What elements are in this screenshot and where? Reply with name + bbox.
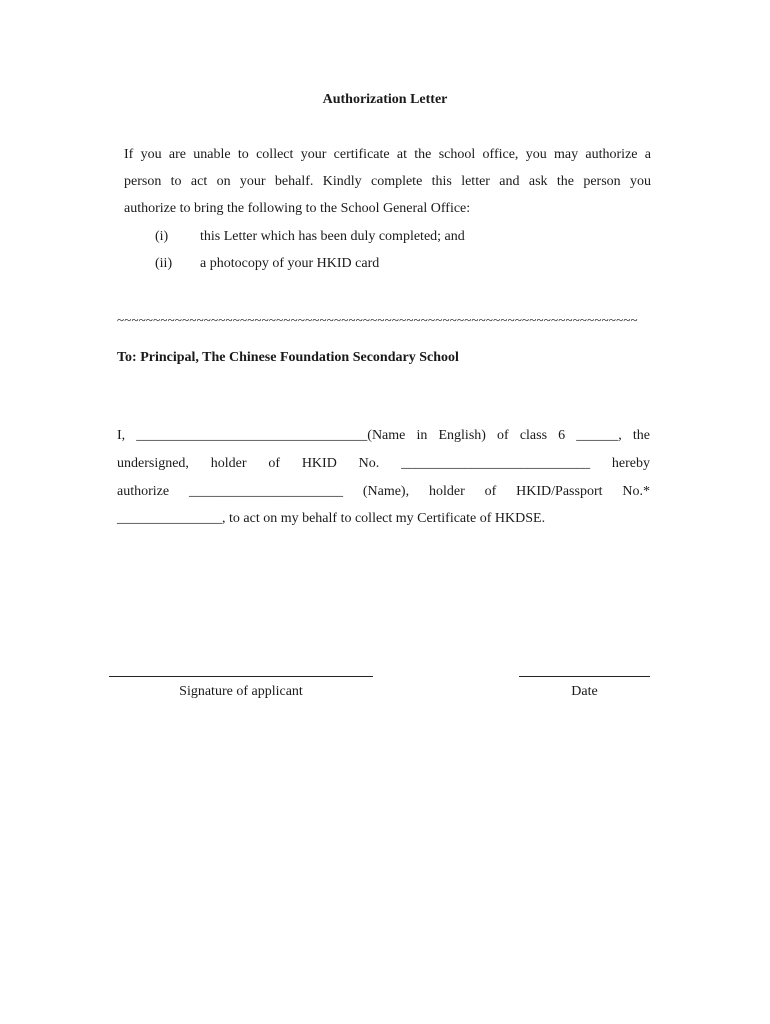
signature-line bbox=[109, 676, 373, 677]
letter-title: Authorization Letter bbox=[322, 92, 448, 107]
list-item-text: this Letter which has been duly completed; and bbox=[200, 229, 465, 244]
tilde-divider: ~~~~~~~~~~~~~~~~~~~~~~~~~~~~~~~~~~~~~~~~~~~~~~~~~~~~~~~~~~~~~~~~~~~~~~~~ bbox=[117, 312, 638, 327]
instructions-line-2: person to act on your behalf. Kindly complete this letter and ask the person you bbox=[124, 174, 651, 189]
instructions-line-3: authorize to bring the following to the School General Office: bbox=[124, 201, 471, 216]
date-label: Date bbox=[571, 684, 598, 699]
addressee-heading: To: Principal, The Chinese Foundation Secondary School bbox=[117, 350, 459, 365]
instructions-line-1: If you are unable to collect your certificate at the school office, you may authorize a bbox=[124, 147, 651, 162]
authorization-line-4: _______________, to act on my behalf to collect my Certificate of HKDSE. bbox=[117, 511, 546, 526]
list-item-marker: (ii) bbox=[155, 256, 173, 271]
signature-label: Signature of applicant bbox=[179, 684, 303, 699]
authorization-line-2: undersigned, holder of HKID No. ___________________________ hereby bbox=[117, 456, 650, 471]
date-line bbox=[519, 676, 650, 677]
authorization-line-1: I, _________________________________(Name in English) of class 6 ______, the bbox=[117, 428, 650, 443]
list-item-text: a photocopy of your HKID card bbox=[200, 256, 380, 271]
authorization-line-3: authorize ______________________ (Name), holder of HKID/Passport No.* bbox=[117, 484, 650, 499]
list-item-marker: (i) bbox=[155, 229, 169, 244]
